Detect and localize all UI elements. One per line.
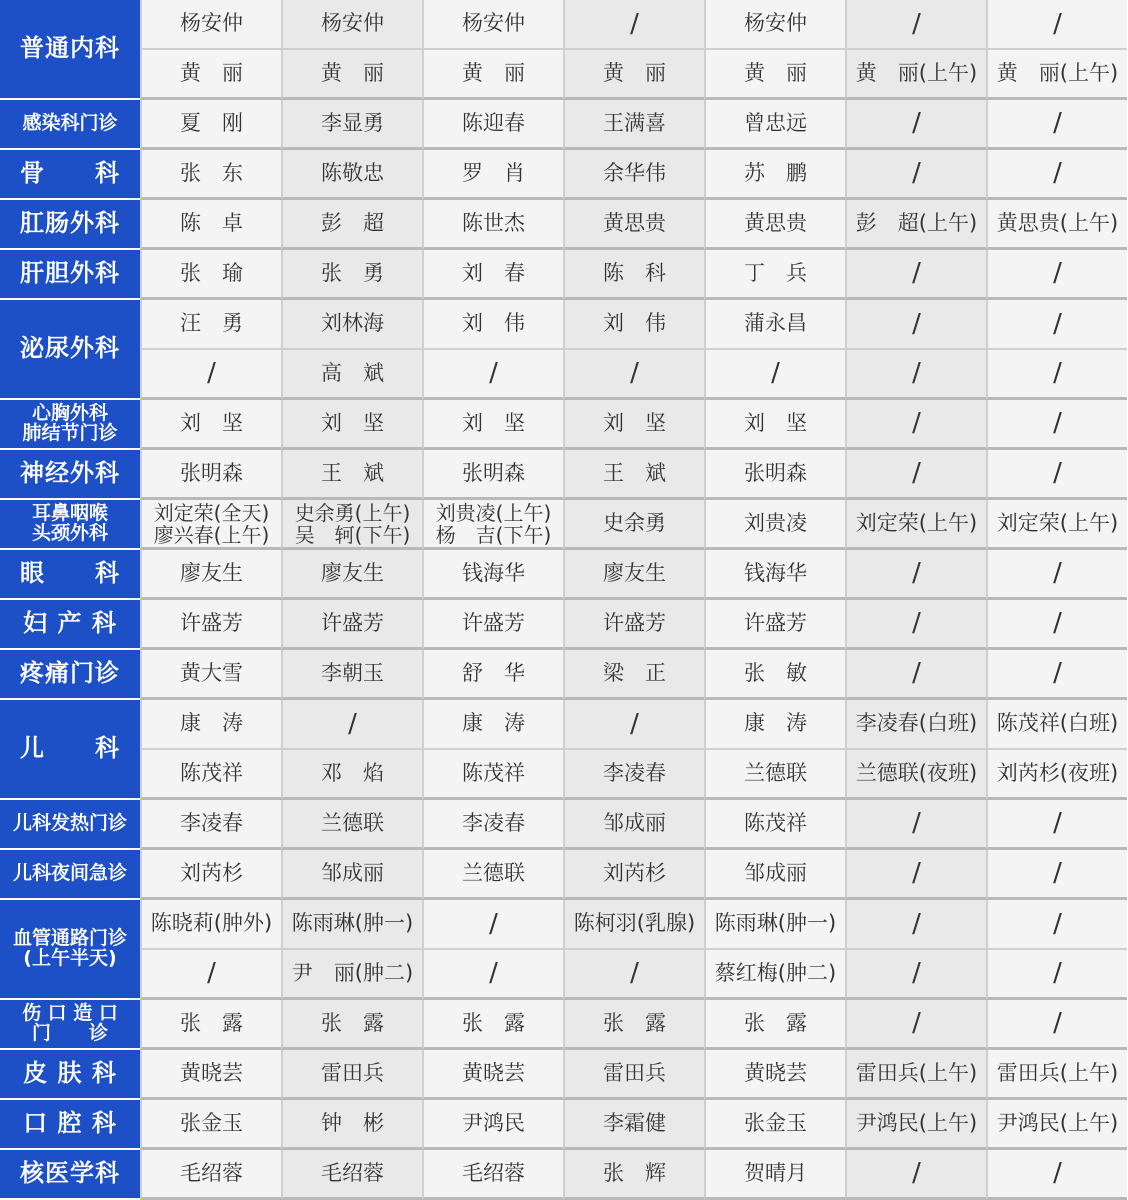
schedule-cell: 曾忠远 [704,100,845,150]
schedule-cell: 黄大雪 [140,650,281,700]
schedule-cell: 舒 华 [422,650,563,700]
schedule-cell: 苏 鹏 [704,150,845,200]
schedule-cell: 许盛芳 [422,600,563,650]
schedule-cell: 史余勇 [563,500,704,550]
schedule-cell: / [845,900,986,950]
schedule-cell: 雷田兵 [563,1050,704,1100]
schedule-cell: 钟 彬 [281,1100,422,1150]
schedule-cell: / [845,600,986,650]
schedule-cell: 黄思贵 [563,200,704,250]
schedule-cell: 钱海华 [422,550,563,600]
schedule-cell: 黄晓芸 [140,1050,281,1100]
schedule-cell: / [845,150,986,200]
schedule-cell: / [422,900,563,950]
schedule-cell: 刘贵凌 [704,500,845,550]
schedule-cell: 兰德联 [422,850,563,900]
schedule-cell: / [986,300,1127,350]
schedule-cell: / [986,0,1127,50]
schedule-cell: / [845,400,986,450]
schedule-cell: 张 露 [422,1000,563,1050]
schedule-cell: 许盛芳 [704,600,845,650]
schedule-cell: 陈雨琳(肿一) [281,900,422,950]
schedule-cell: 许盛芳 [563,600,704,650]
schedule-cell: / [986,550,1127,600]
schedule-cell: 陈 科 [563,250,704,300]
schedule-cell: / [563,700,704,750]
schedule-cell: / [986,850,1127,900]
schedule-cell: / [845,100,986,150]
schedule-cell: 刘林海 [281,300,422,350]
schedule-cell: 刘 春 [422,250,563,300]
schedule-cell: 刘芮杉 [563,850,704,900]
schedule-cell: / [845,450,986,500]
schedule-cell: 康 涛 [422,700,563,750]
schedule-cell: / [563,350,704,400]
department-label: 口 腔 科 [0,1100,140,1150]
schedule-cell: / [140,350,281,400]
schedule-cell: / [986,450,1127,500]
schedule-cell: 康 涛 [704,700,845,750]
schedule-cell: 王 斌 [563,450,704,500]
schedule-cell: 刘定荣(全天) 廖兴春(上午) [140,500,281,550]
schedule-cell: 王满喜 [563,100,704,150]
schedule-cell: 廖友生 [281,550,422,600]
schedule-cell: / [563,950,704,1000]
department-label: 肛肠外科 [0,200,140,250]
schedule-cell: 黄 丽 [422,50,563,100]
schedule-cell: / [845,800,986,850]
schedule-cell: 夏 刚 [140,100,281,150]
schedule-cell: 毛绍蓉 [140,1150,281,1200]
department-label: 泌尿外科 [0,300,140,400]
schedule-cell: 陈迎春 [422,100,563,150]
schedule-cell: 康 涛 [140,700,281,750]
schedule-cell: 陈茂祥(白班) [986,700,1127,750]
department-label: 眼 科 [0,550,140,600]
department-label: 核医学科 [0,1150,140,1200]
schedule-cell: / [845,950,986,1000]
schedule-cell: 陈柯羽(乳腺) [563,900,704,950]
schedule-cell: 陈雨琳(肿一) [704,900,845,950]
schedule-cell: 刘 坚 [563,400,704,450]
department-label: 儿科发热门诊 [0,800,140,850]
schedule-cell: / [986,900,1127,950]
department-label: 骨 科 [0,150,140,200]
schedule-cell: 张明森 [704,450,845,500]
schedule-cell: 张 露 [704,1000,845,1050]
schedule-cell: / [986,150,1127,200]
schedule-cell: 张 瑜 [140,250,281,300]
schedule-cell: 李显勇 [281,100,422,150]
schedule-cell: / [845,1000,986,1050]
schedule-cell: 陈敬忠 [281,150,422,200]
schedule-cell: 陈茂祥 [140,750,281,800]
schedule-cell: 毛绍蓉 [281,1150,422,1200]
schedule-cell: / [986,800,1127,850]
schedule-cell: 尹鸿民(上午) [845,1100,986,1150]
schedule-cell: 毛绍蓉 [422,1150,563,1200]
schedule-cell: / [563,0,704,50]
schedule-cell: 刘定荣(上午) [845,500,986,550]
schedule-cell: 李霜健 [563,1100,704,1150]
schedule-cell: 张 露 [281,1000,422,1050]
schedule-cell: / [986,1000,1127,1050]
schedule-cell: 史余勇(上午) 吴 轲(下午) [281,500,422,550]
schedule-cell: 杨安仲 [140,0,281,50]
schedule-cell: 杨安仲 [422,0,563,50]
schedule-cell: 黄 丽(上午) [986,50,1127,100]
schedule-cell: / [986,1150,1127,1200]
schedule-cell: / [422,350,563,400]
schedule-cell: 黄 丽 [563,50,704,100]
schedule-cell: 张 露 [563,1000,704,1050]
department-label: 妇 产 科 [0,600,140,650]
department-label: 儿 科 [0,700,140,800]
schedule-cell: 钱海华 [704,550,845,600]
schedule-cell: 刘 伟 [563,300,704,350]
schedule-cell: 刘芮杉 [140,850,281,900]
schedule-cell: 兰德联(夜班) [845,750,986,800]
schedule-cell: 张 露 [140,1000,281,1050]
schedule-cell: 李凌春(白班) [845,700,986,750]
schedule-cell: 黄 丽 [140,50,281,100]
schedule-cell: 廖友生 [140,550,281,600]
schedule-cell: 李凌春 [140,800,281,850]
department-label: 伤 口 造 口 门 诊 [0,1000,140,1050]
department-label: 神经外科 [0,450,140,500]
schedule-cell: / [140,950,281,1000]
schedule-cell: 许盛芳 [140,600,281,650]
schedule-cell: / [845,650,986,700]
schedule-cell: 汪 勇 [140,300,281,350]
schedule-cell: 兰德联 [704,750,845,800]
schedule-cell: 余华伟 [563,150,704,200]
schedule-cell: 雷田兵(上午) [986,1050,1127,1100]
schedule-cell: / [845,550,986,600]
schedule-cell: / [986,350,1127,400]
schedule-cell: / [986,600,1127,650]
schedule-cell: / [986,100,1127,150]
schedule-cell: 高 斌 [281,350,422,400]
department-label: 肝胆外科 [0,250,140,300]
schedule-cell: 黄 丽(上午) [845,50,986,100]
schedule-cell: 兰德联 [281,800,422,850]
schedule-cell: 陈 卓 [140,200,281,250]
schedule-cell: 李凌春 [563,750,704,800]
schedule-cell: 邹成丽 [563,800,704,850]
schedule-cell: 黄思贵(上午) [986,200,1127,250]
department-label: 普通内科 [0,0,140,100]
schedule-cell: 刘 坚 [281,400,422,450]
schedule-cell: / [986,950,1127,1000]
schedule-cell: 廖友生 [563,550,704,600]
schedule-cell: 雷田兵(上午) [845,1050,986,1100]
schedule-cell: / [986,250,1127,300]
department-label: 儿科夜间急诊 [0,850,140,900]
schedule-cell: 刘 伟 [422,300,563,350]
schedule-cell: 张明森 [140,450,281,500]
schedule-cell: 尹 丽(肿二) [281,950,422,1000]
schedule-cell: 张 东 [140,150,281,200]
department-label: 皮 肤 科 [0,1050,140,1100]
schedule-cell: 丁 兵 [704,250,845,300]
schedule-cell: / [845,0,986,50]
department-label: 耳鼻咽喉 头颈外科 [0,500,140,550]
schedule-cell: 陈茂祥 [704,800,845,850]
schedule-cell: / [845,1150,986,1200]
schedule-cell: / [845,300,986,350]
schedule-cell: 彭 超(上午) [845,200,986,250]
schedule-cell: 尹鸿民(上午) [986,1100,1127,1150]
schedule-cell: 邓 焰 [281,750,422,800]
schedule-cell: / [986,650,1127,700]
schedule-cell: 刘定荣(上午) [986,500,1127,550]
schedule-cell: 张 辉 [563,1150,704,1200]
schedule-cell: 李朝玉 [281,650,422,700]
schedule-cell: 蔡红梅(肿二) [704,950,845,1000]
schedule-cell: 邹成丽 [704,850,845,900]
schedule-cell: 罗 肖 [422,150,563,200]
schedule-cell: / [422,950,563,1000]
schedule-cell: 陈世杰 [422,200,563,250]
schedule-cell: 许盛芳 [281,600,422,650]
schedule-cell: / [845,350,986,400]
department-label: 疼痛门诊 [0,650,140,700]
schedule-cell: 张金玉 [704,1100,845,1150]
schedule-cell: 刘 坚 [704,400,845,450]
schedule-cell: 蒲永昌 [704,300,845,350]
schedule-cell: 黄 丽 [704,50,845,100]
schedule-cell: 贺晴月 [704,1150,845,1200]
schedule-cell: 刘芮杉(夜班) [986,750,1127,800]
schedule-cell: 杨安仲 [704,0,845,50]
schedule-cell: 李凌春 [422,800,563,850]
department-label: 心胸外科 肺结节门诊 [0,400,140,450]
schedule-cell: 邹成丽 [281,850,422,900]
department-label: 感染科门诊 [0,100,140,150]
schedule-cell: 刘贵凌(上午) 杨 吉(下午) [422,500,563,550]
schedule-cell: 黄晓芸 [422,1050,563,1100]
schedule-cell: 黄思贵 [704,200,845,250]
schedule-cell: 彭 超 [281,200,422,250]
schedule-cell: 张 敏 [704,650,845,700]
schedule-cell: 黄 丽 [281,50,422,100]
schedule-cell: 梁 正 [563,650,704,700]
schedule-cell: 雷田兵 [281,1050,422,1100]
schedule-cell: 陈晓莉(肿外) [140,900,281,950]
schedule-cell: 张 勇 [281,250,422,300]
schedule-cell: / [281,700,422,750]
schedule-cell: 张金玉 [140,1100,281,1150]
schedule-cell: 刘 坚 [140,400,281,450]
schedule-cell: / [704,350,845,400]
schedule-cell: 尹鸿民 [422,1100,563,1150]
schedule-cell: 王 斌 [281,450,422,500]
schedule-cell: 张明森 [422,450,563,500]
schedule-cell: 刘 坚 [422,400,563,450]
schedule-cell: / [845,850,986,900]
schedule-cell: 黄晓芸 [704,1050,845,1100]
schedule-cell: / [986,400,1127,450]
schedule-cell: 杨安仲 [281,0,422,50]
schedule-cell: 陈茂祥 [422,750,563,800]
department-label: 血管通路门诊 (上午半天) [0,900,140,1000]
schedule-cell: / [845,250,986,300]
